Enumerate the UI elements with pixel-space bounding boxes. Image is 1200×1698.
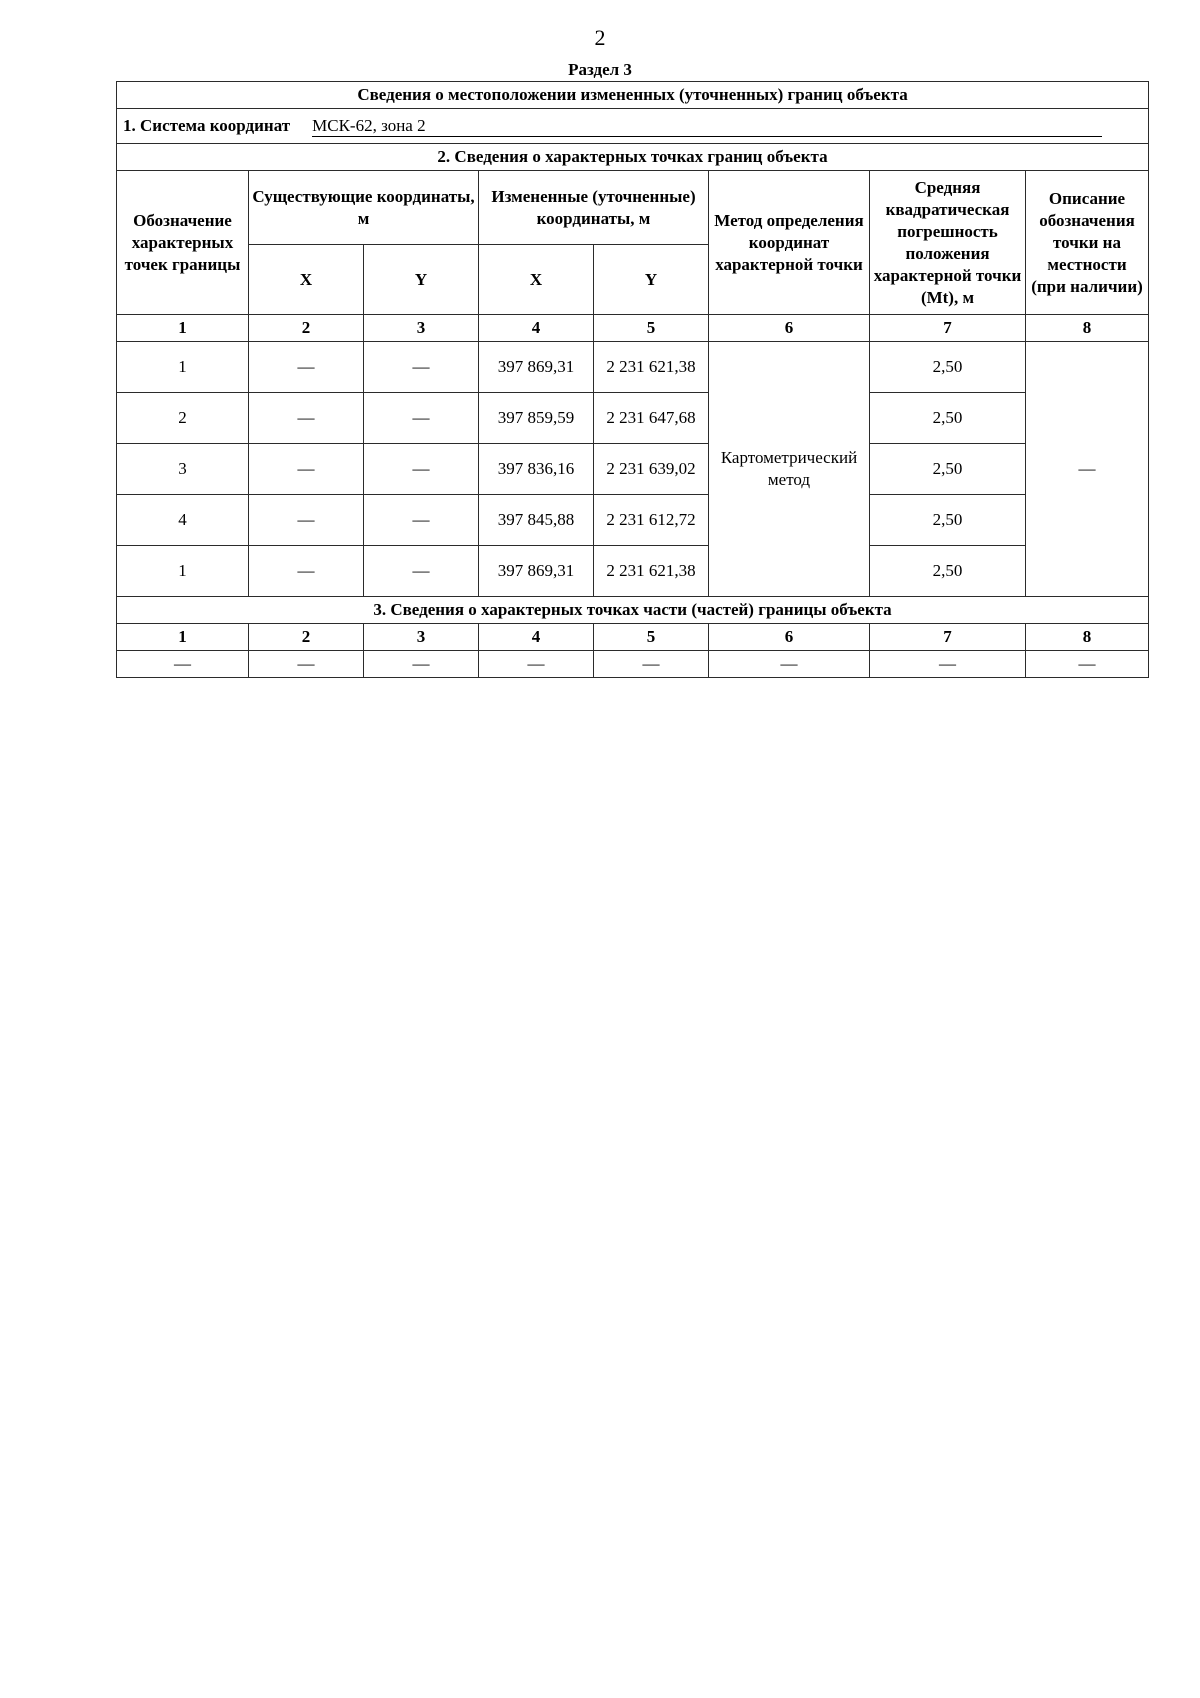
existing-y: — (364, 444, 479, 495)
existing-y: — (364, 393, 479, 444)
parts-cell: — (117, 651, 249, 678)
points-section-title: 2. Сведения о характерных точках границ объекта (117, 144, 1149, 171)
column-number: 3 (364, 624, 479, 651)
existing-x: — (249, 393, 364, 444)
changed-y: 2 231 621,38 (594, 342, 709, 393)
column-numbers-row (117, 315, 1149, 342)
table-row (117, 546, 1149, 597)
error-value: 2,50 (870, 444, 1026, 495)
changed-x: 397 859,59 (479, 393, 594, 444)
changed-y: 2 231 621,38 (594, 546, 709, 597)
parts-cell: — (479, 651, 594, 678)
column-number: 7 (870, 624, 1026, 651)
table-row (117, 495, 1149, 546)
table-row (117, 393, 1149, 444)
table-row (117, 444, 1149, 495)
parts-cell: — (709, 651, 870, 678)
column-number: 6 (709, 624, 870, 651)
parts-column-numbers-row (117, 624, 1149, 651)
coordinate-system-value: МСК-62, зона 2 (312, 116, 1102, 137)
existing-y: — (364, 495, 479, 546)
header-designation: Обозначение характерных точек границы (117, 171, 249, 315)
changed-y: 2 231 647,68 (594, 393, 709, 444)
column-number: 6 (709, 315, 870, 342)
existing-y: — (364, 546, 479, 597)
point-number: 4 (117, 495, 249, 546)
column-number: 2 (249, 315, 364, 342)
column-number: 8 (1026, 315, 1149, 342)
column-number: 4 (479, 624, 594, 651)
section-title: Раздел 3 (568, 60, 632, 79)
error-value: 2,50 (870, 342, 1026, 393)
changed-x: 397 845,88 (479, 495, 594, 546)
table-row (117, 342, 1149, 393)
changed-y: 2 231 639,02 (594, 444, 709, 495)
parts-row (117, 651, 1149, 678)
column-number: 1 (117, 315, 249, 342)
point-number: 1 (117, 342, 249, 393)
header-existing-x: X (249, 245, 364, 315)
existing-y: — (364, 342, 479, 393)
table-title: Сведения о местоположении измененных (уточненных) границ объекта (117, 82, 1149, 109)
parts-cell: — (594, 651, 709, 678)
existing-x: — (249, 342, 364, 393)
header-existing-y: Y (364, 245, 479, 315)
existing-x: — (249, 495, 364, 546)
header-description: Описание обозначения точки на местности (при наличии) (1026, 171, 1149, 315)
boundary-table (116, 81, 1149, 678)
changed-y: 2 231 612,72 (594, 495, 709, 546)
column-number: 8 (1026, 624, 1149, 651)
point-number: 1 (117, 546, 249, 597)
column-number: 4 (479, 315, 594, 342)
parts-cell: — (1026, 651, 1149, 678)
coordinate-system-label: 1. Система координат (123, 116, 291, 135)
parts-section-title: 3. Сведения о характерных точках части (частей) границы объекта (117, 597, 1149, 624)
point-number: 3 (117, 444, 249, 495)
description-cell: — (1026, 342, 1149, 597)
column-number: 7 (870, 315, 1026, 342)
error-value: 2,50 (870, 546, 1026, 597)
header-changed-x: X (479, 245, 594, 315)
point-number: 2 (117, 393, 249, 444)
parts-cell: — (249, 651, 364, 678)
header-method: Метод определения координат характерной точки (709, 171, 870, 315)
coordinate-system-row (117, 109, 1149, 144)
error-value: 2,50 (870, 495, 1026, 546)
header-existing-coordinates: Существующие координаты, м (249, 171, 479, 245)
column-number: 1 (117, 624, 249, 651)
header-changed-y: Y (594, 245, 709, 315)
column-number: 5 (594, 624, 709, 651)
column-number: 2 (249, 624, 364, 651)
page-number: 2 (594, 25, 606, 50)
existing-x: — (249, 444, 364, 495)
error-value: 2,50 (870, 393, 1026, 444)
parts-cell: — (870, 651, 1026, 678)
column-number: 5 (594, 315, 709, 342)
changed-x: 397 836,16 (479, 444, 594, 495)
existing-x: — (249, 546, 364, 597)
parts-cell: — (364, 651, 479, 678)
header-error: Средняя квадратическая погрешность положения характерной точки (Mt), м (870, 171, 1026, 315)
method-cell: Картометрический метод (709, 342, 870, 597)
changed-x: 397 869,31 (479, 546, 594, 597)
header-changed-coordinates: Измененные (уточненные) координаты, м (479, 171, 709, 245)
changed-x: 397 869,31 (479, 342, 594, 393)
column-number: 3 (364, 315, 479, 342)
